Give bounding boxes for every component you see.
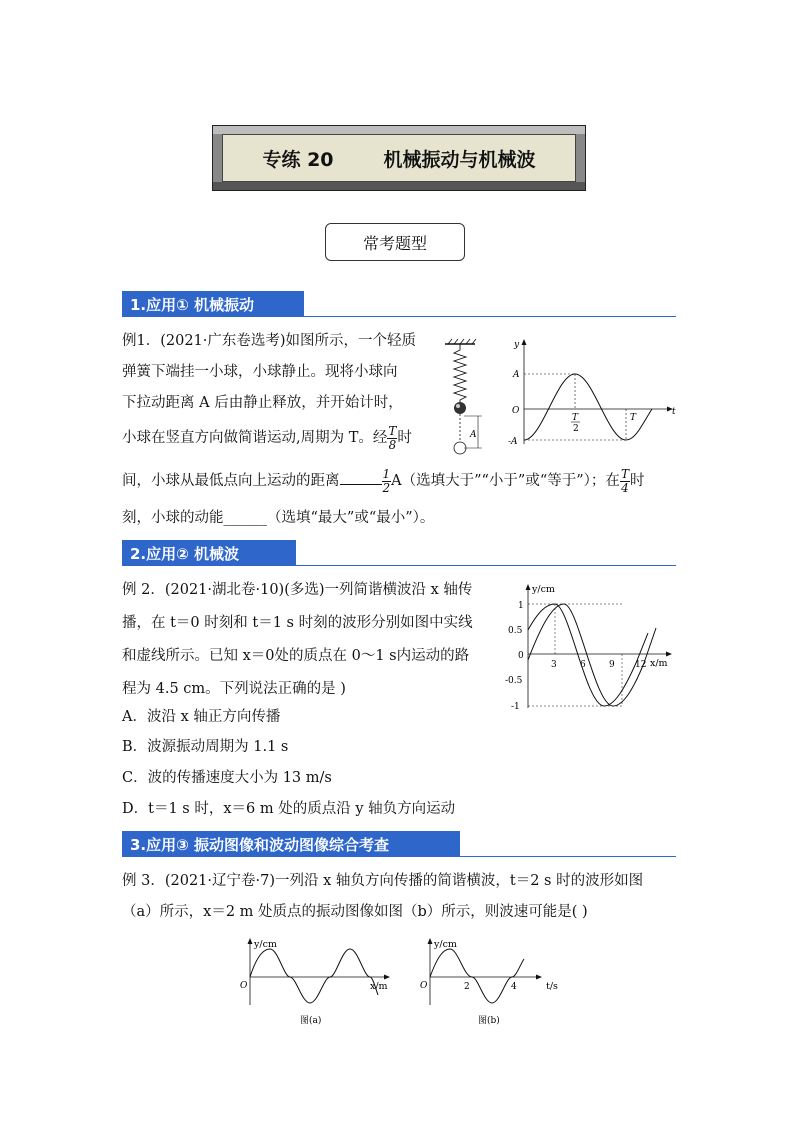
section-1-header: 1.应用① 机械振动 <box>122 291 304 317</box>
title-label: 专练 20 <box>262 148 334 171</box>
q3-line-2: （a）所示，x＝2 m 处质点的振动图像如图（b）所示，则波速可能是( ) <box>122 904 588 920</box>
q2-tick-05: 0.5 <box>508 626 523 636</box>
q1-displacement-graph <box>502 336 680 448</box>
title-panel <box>222 134 576 182</box>
q2-tick-x12: 12 <box>635 660 647 670</box>
q2-option-b: B．波源振动周期为 1.1 s <box>122 739 289 755</box>
q2-option-d: D．t＝1 s 时，x＝6 m 处的质点沿 y 轴负方向运动 <box>122 801 456 817</box>
q2-tick-neg1: -1 <box>511 702 520 712</box>
q3a-x-label: x/m <box>370 981 388 992</box>
q1-graph-t2-num: T <box>572 413 579 423</box>
q1-line-4 <box>122 423 412 454</box>
q1-graph-a-label: A <box>513 370 520 380</box>
section-2-header: 2.应用② 机械波 <box>122 540 296 566</box>
q1-graph-neg-a-label: -A <box>508 437 518 447</box>
section-3-rule <box>122 856 676 857</box>
q1-graph-t-label: T <box>630 413 637 423</box>
answer-blank <box>340 470 382 485</box>
q2-line-1: 例 2．(2021·湖北卷·10)(多选)一列简谐横波沿 x 轴传 <box>122 582 473 598</box>
spring-a-label: A <box>470 430 477 440</box>
q1-graph-t2-den: 2 <box>573 424 579 434</box>
q1-graph-origin: O <box>512 406 520 416</box>
q2-tick-x3: 3 <box>551 660 557 670</box>
q1-line-6: 刻，小球的动能______（选填“最大”或“最小”）。 <box>122 510 435 526</box>
q3a-origin: O <box>240 981 248 991</box>
q2-line-2: 播，在 t＝0 时刻和 t＝1 s 时刻的波形分别如图中实线 <box>122 615 473 631</box>
q2-graph-y-label: y/cm <box>532 584 555 595</box>
q3-graph-b <box>412 935 572 1030</box>
q1-line-5-tail: 时 <box>629 473 645 489</box>
q2-tick-x6: 6 <box>580 660 586 670</box>
q2-tick-0: 0 <box>518 651 524 661</box>
q3a-caption: 图(a) <box>300 1016 322 1026</box>
section-2-rule <box>122 565 676 566</box>
q2-wave-graph <box>496 578 678 714</box>
q3b-y-label: y/cm <box>434 939 457 950</box>
fraction-t-over-8: $\frac{T}{8}$ <box>388 423 397 452</box>
q3b-x-label: t/s <box>546 981 558 992</box>
fraction-t-over-4: $\frac{T}{4}$ <box>620 466 629 495</box>
q2-graph-x-label: x/m <box>650 658 668 669</box>
q3b-tick-4: 4 <box>511 982 517 992</box>
q3b-origin: O <box>420 981 428 991</box>
q1-graph-t-axis: t <box>672 407 676 417</box>
q1-line-5 <box>122 466 644 497</box>
question-type-badge: 常考题型 <box>325 223 465 261</box>
q1-line-3: 下拉动距离 A 后由静止释放，并开始计时， <box>122 395 403 411</box>
q2-option-a: A．波沿 x 轴正方向传播 <box>122 709 281 725</box>
q2-line-3: 和虚线所示。已知 x＝0处的质点在 0～1 s内运动的路 <box>122 648 470 664</box>
q3-graph-a <box>232 935 396 1030</box>
q1-line-2: 弹簧下端挂一小球，小球静止。现将小球向 <box>122 364 398 380</box>
q2-tick-x9: 9 <box>609 660 615 670</box>
q2-tick-neg05: -0.5 <box>505 676 523 686</box>
q3a-y-label: y/cm <box>254 939 277 950</box>
q2-tick-1: 1 <box>518 601 524 611</box>
q3b-caption: 图(b) <box>478 1016 500 1026</box>
q1-line-5-text: 间，小球从最低点向上运动的距离 <box>122 473 340 489</box>
q3b-tick-2: 2 <box>464 982 470 992</box>
q1-line-4-tail: 时 <box>397 430 412 446</box>
q1-line-4-text: 小球在竖直方向做简谐运动,周期为 T。经 <box>122 430 388 446</box>
q1-line-1: 例1．(2021·广东卷选考)如图所示，一个轻质 <box>122 333 417 349</box>
section-1-rule <box>122 316 676 317</box>
q1-line-5-mid: A（选填大于”“小于”或“等于”）；在 <box>391 473 620 489</box>
q2-option-c: C．波的传播速度大小为 13 m/s <box>122 770 332 786</box>
page-title: 机械振动与机械波 <box>383 148 536 171</box>
q3-line-1: 例 3．(2021·辽宁卷·7)一列沿 x 轴负方向传播的简谐横波，t＝2 s 时的波形如图 <box>122 873 644 889</box>
spring-figure <box>440 338 490 458</box>
q1-graph-y-label: y <box>514 340 520 350</box>
q2-line-4: 程为 4.5 cm。下列说法正确的是 ) <box>122 681 346 697</box>
fraction-one-half: $\frac{1}{2}$ <box>382 466 391 495</box>
title-frame <box>212 125 586 191</box>
section-3-header: 3.应用③ 振动图像和波动图像综合考查 <box>122 831 460 857</box>
